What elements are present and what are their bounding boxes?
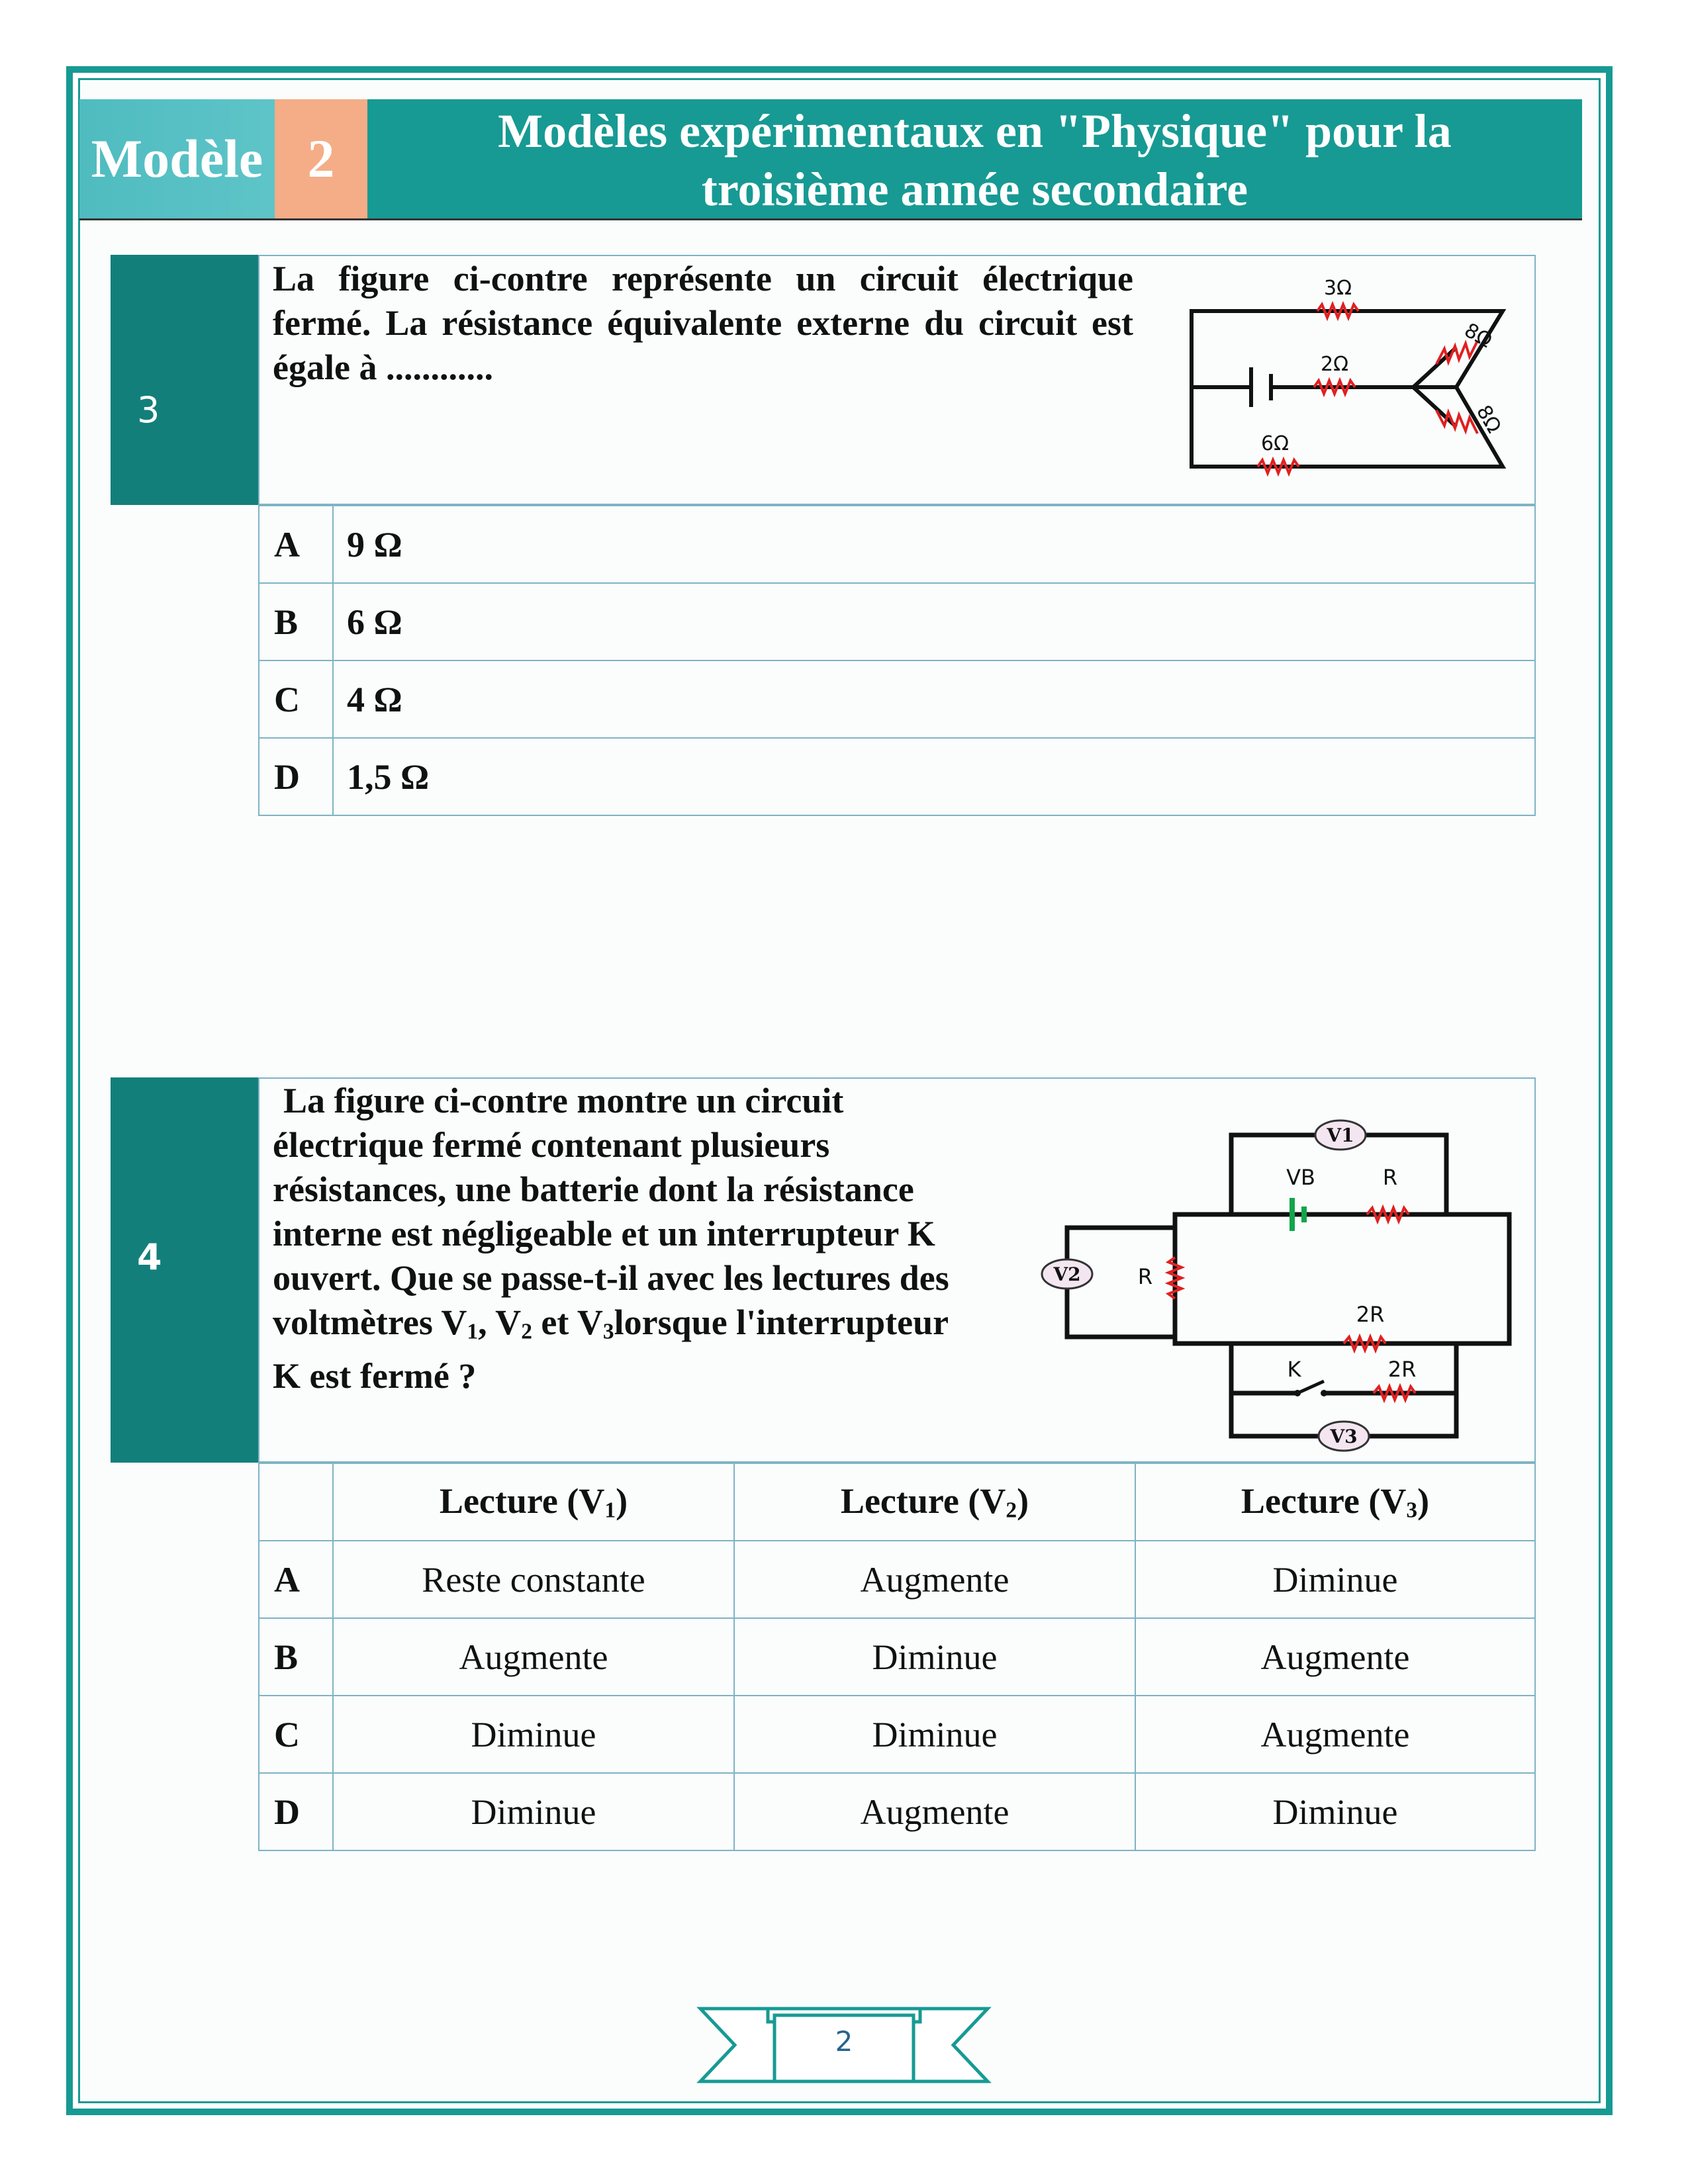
question-number-4: 4 [111,1077,258,1463]
q4-line: ouvert. Que se passe-t-il avec les lectures des [273,1258,949,1298]
label-8ohm-top: 8Ω [1460,318,1496,353]
label-2r-middle: 2R [1356,1302,1385,1327]
voltmeter-v1-label: V1 [1327,1124,1354,1146]
q4-line: La figure ci-contre montre un circuit [283,1081,844,1120]
title-line-1: Modèles expérimentaux en "Physique" pour la [498,105,1452,158]
empty-cell [259,1463,333,1541]
q4-line: électrique fermé contenant plusieurs [273,1125,830,1165]
table-cell: Diminue [333,1773,734,1850]
label-r-top: R [1382,1165,1398,1190]
label-8ohm-bottom: 8Ω [1472,401,1506,437]
option-label: C [259,1696,333,1773]
option-label: C [259,660,333,738]
label-6ohm: 6Ω [1261,432,1289,455]
question-3-options [258,505,1536,816]
q4-line: résistances, une batterie dont la résistance [273,1169,914,1209]
column-header-v2: Lecture $(V_2)$ [734,1463,1135,1541]
question-4-options [258,1463,1536,1851]
label-r-left: R [1137,1264,1153,1289]
option-value: 4 Ω [333,660,1535,738]
option-row[interactable] [259,1541,1535,1618]
voltmeter-v2-label: V2 [1053,1263,1081,1285]
label-k: K [1287,1357,1301,1382]
column-header-v1: Lecture $(V_1)$ [333,1463,734,1541]
table-cell: Diminue [333,1696,734,1773]
column-header-v3: Lecture $(V_3)$ [1135,1463,1535,1541]
option-row[interactable] [259,1773,1535,1850]
option-value: 9 Ω [333,506,1535,583]
table-cell: Diminue [734,1618,1135,1696]
table-cell: Augmente [734,1541,1135,1618]
option-row[interactable] [259,1696,1535,1773]
q4-line: voltmètres $V_1$, $V_2$ et $V_3lorsque$ l'interrupteur [273,1302,949,1344]
option-label: A [259,506,333,583]
circuit-diagram-q3 [1185,268,1516,480]
q4-line: interne est négligeable et un interrupteur K [273,1214,935,1253]
model-label: Modèle [79,99,275,218]
option-row[interactable] [259,583,1535,660]
option-label: B [259,583,333,660]
question-3-text: La figure ci-contre représente un circuit électrique fermé. La résistance équivalente externe du circuit est égale à ............ [273,259,1133,387]
option-value: 1,5 Ω [333,738,1535,815]
page-number: 2 [835,2025,853,2058]
label-2r-bottom: 2R [1387,1357,1417,1382]
option-row[interactable] [259,660,1535,738]
table-cell: Augmente [734,1773,1135,1850]
label-2ohm: 2Ω [1321,353,1349,376]
question-4-text [273,1079,1034,1398]
option-label: D [259,738,333,815]
q4-line: K est fermé ? [273,1355,477,1396]
table-cell: Diminue [1135,1541,1535,1618]
label-3ohm: 3Ω [1324,277,1352,300]
header-divider [79,218,1582,220]
header-row [259,1463,1535,1541]
option-value: 6 Ω [333,583,1535,660]
table-cell: Augmente [333,1618,734,1696]
option-row[interactable] [259,506,1535,583]
option-label: D [259,1773,333,1850]
table-cell: Diminue [734,1696,1135,1773]
title-line-2: troisième année secondaire [701,163,1248,216]
table-cell: Reste constante [333,1541,734,1618]
model-number: 2 [275,99,367,218]
page-title [367,99,1582,218]
table-cell: Augmente [1135,1696,1535,1773]
option-row[interactable] [259,1618,1535,1696]
option-row[interactable] [259,738,1535,815]
table-cell: Diminue [1135,1773,1535,1850]
label-vb: VB [1286,1165,1315,1190]
option-label: B [259,1618,333,1696]
table-cell: Augmente [1135,1618,1535,1696]
question-number-3: 3 [111,255,258,505]
circuit-diagram-q4 [1033,1109,1523,1459]
voltmeter-v3-label: V3 [1330,1426,1358,1447]
option-label: A [259,1541,333,1618]
